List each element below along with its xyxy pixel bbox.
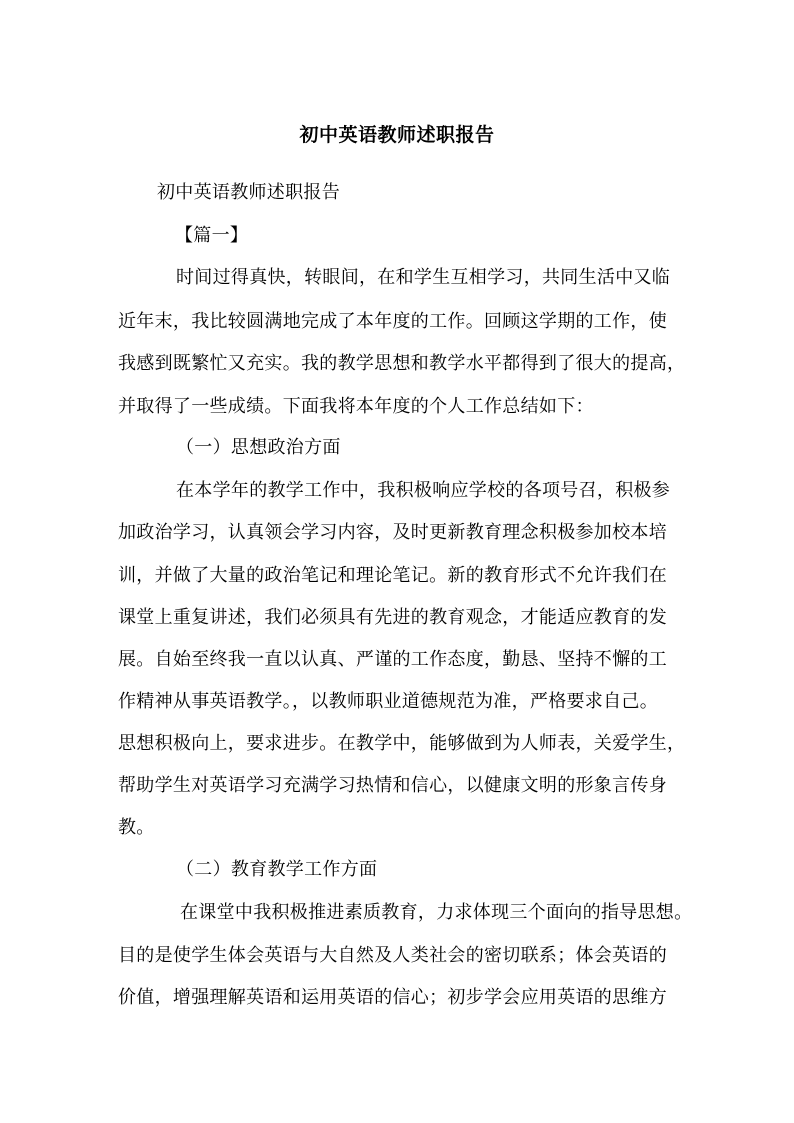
body-line: 近年末，我比较圆满地完成了本年度的工作。回顾这学期的工作，使 [118, 311, 667, 332]
part-label: 【篇一】 [175, 225, 249, 246]
body-line: 价值，增强理解英语和运用英语的信心；初步学会应用英语的思维方 [118, 987, 667, 1008]
body-line: 在本学年的教学工作中，我积极响应学校的各项号召，积极参 [176, 480, 671, 501]
body-line: 加政治学习，认真领会学习内容，及时更新教育理念积极参加校本培 [118, 522, 667, 543]
body-line: 作精神从事英语教学。，以教师职业道德规范为准，严格要求自己。 [118, 691, 658, 712]
section-heading: （二）教育教学工作方面 [176, 859, 378, 880]
section-heading: （一）思想政治方面 [176, 437, 341, 458]
body-line: 教。 [118, 817, 155, 838]
body-line: 训，并做了大量的政治笔记和理论笔记。新的教育形式不允许我们在 [118, 565, 667, 586]
body-line: 课堂上重复讲述，我们必须具有先进的教育观念，才能适应教育的发 [118, 607, 667, 628]
document-subtitle: 初中英语教师述职报告 [157, 182, 340, 203]
body-line: 帮助学生对英语学习充满学习热情和信心，以健康文明的形象言传身 [118, 775, 667, 796]
body-line: 时间过得真快，转眼间，在和学生互相学习，共同生活中又临 [176, 267, 671, 288]
body-line: 我感到既繁忙又充实。我的教学思想和教学水平都得到了很大的提高， [118, 353, 686, 374]
body-line: 在课堂中我积极推进素质教育，力求体现三个面向的指导思想。 [180, 902, 693, 923]
body-line: 展。自始至终我一直以认真、严谨的工作态度，勤恳、坚持不懈的工 [118, 649, 667, 670]
document-title: 初中英语教师述职报告 [299, 124, 495, 146]
body-line: 并取得了一些成绩。下面我将本年度的个人工作总结如下： [118, 396, 594, 417]
body-line: 目的是使学生体会英语与大自然及人类社会的密切联系；体会英语的 [118, 945, 667, 966]
body-line: 思想积极向上，要求进步。在教学中，能够做到为人师表，关爱学生， [118, 733, 686, 754]
